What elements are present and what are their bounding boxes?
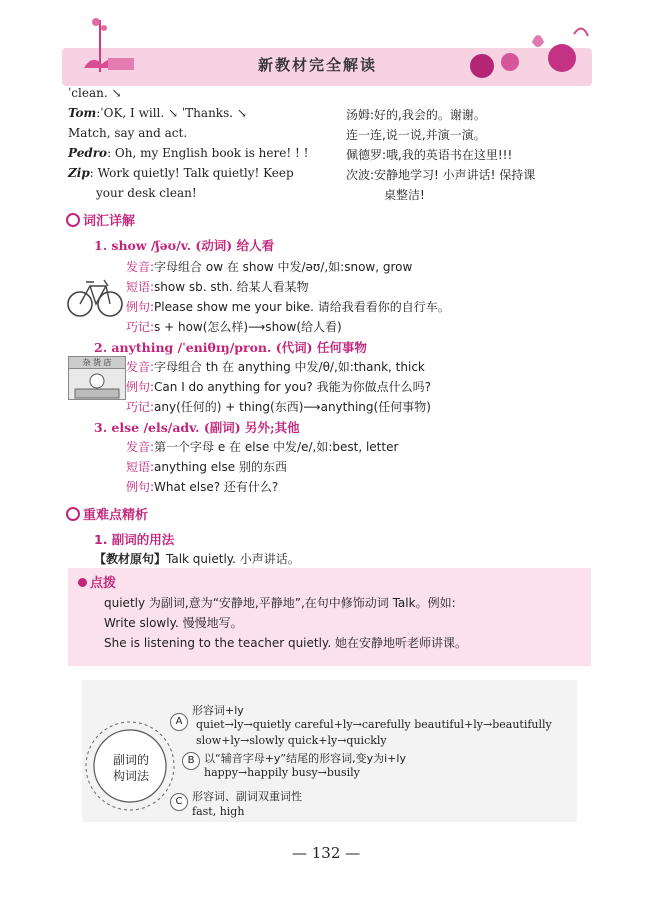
vocab-row: 例句:Can I do anything for you? 我能为你做点什么吗? — [126, 380, 431, 394]
page-header — [62, 12, 592, 82]
branch-example: quiet→ly→quietly careful+ly→carefully beautiful+ly→beautifully — [196, 718, 552, 731]
vocab-row: 发音:字母组合 ow 在 show 中发/əʊ/,如:snow, grow — [126, 260, 413, 274]
vocab-row: 发音:字母组合 th 在 anything 中发/θ/,如:thank, thick — [126, 360, 425, 374]
translation-line: 佩德罗:哦,我的英语书在这里!!! — [346, 148, 513, 162]
branch-example: slow+ly→slowly quick+ly→quickly — [196, 734, 387, 747]
textbook-sentence: 【教材原句】Talk quietly. 小声讲话。 — [94, 552, 300, 566]
branch-title: 以“辅音字母+y”结尾的形容词,变y为i+ly — [204, 752, 406, 765]
vocab-heading: 词汇详解 — [66, 210, 135, 229]
branch-marker-b: B — [182, 752, 200, 770]
dialogue-line: Tom:ˈOK, I will. ↘ ˈThanks. ↘ — [68, 106, 247, 120]
dialogue-line: your desk clean! — [96, 186, 197, 200]
tip-heading: 点拨 — [78, 572, 116, 591]
key-point-subheading: 1. 副词的用法 — [94, 532, 175, 547]
tip-line: quietly 为副词,意为“安静地,平静地”,在句中修饰动词 Talk。例如: — [104, 596, 456, 610]
translation-line: 汤姆:好的,我会的。谢谢。 — [346, 108, 486, 122]
vocab-row: 发音:第一个字母 e 在 else 中发/e/,如:best, letter — [126, 440, 399, 454]
translation-line: 连一连,说一说,并演一演。 — [346, 128, 486, 142]
vocab-row: 例句:What else? 还有什么? — [126, 480, 279, 494]
shop-illustration — [68, 356, 126, 400]
tip-line: Write slowly. 慢慢地写。 — [104, 616, 243, 630]
bicycle-icon — [66, 272, 124, 320]
page-number: — 132 — — [292, 844, 361, 862]
dialogue-line: Pedro: Oh, my English book is here! ! ! — [68, 146, 309, 160]
dialogue-line: Match, say and act. — [68, 126, 188, 140]
shop-sign: 杂 货 店 — [69, 357, 125, 369]
magnifier-icon — [66, 213, 80, 227]
vocab-row: 巧记:any(任何的) + thing(东西)⟶anything(任何事物) — [126, 400, 431, 414]
key-points-heading: 重难点精析 — [66, 504, 148, 523]
page-title: 新教材完全解读 — [258, 56, 378, 74]
branch-marker-a: A — [170, 713, 188, 731]
vocab-row: 短语:anything else 别的东西 — [126, 460, 287, 474]
dialogue-line: Zip: Work quietly! Talk quietly! Keep — [68, 166, 294, 180]
branch-title: 形容词、副词双重词性 — [192, 790, 302, 803]
vocab-word-show: 1. show /ʃəʊ/v. (动词) 给人看 — [94, 238, 275, 253]
mindmap-center: 副词的 构词法 — [112, 753, 149, 783]
tip-line: She is listening to the teacher quietly. 她在安静地听老师讲课。 — [104, 636, 467, 650]
vocab-row: 短语:show sb. sth. 给某人看某物 — [126, 280, 309, 294]
vocab-word-else: 3. else /els/adv. (副词) 另外;其他 — [94, 420, 300, 435]
vocab-word-anything: 2. anything /ˈeniθɪŋ/pron. (代词) 任何事物 — [94, 340, 367, 355]
dialogue-line: ˈclean. ↘ — [68, 86, 122, 100]
branch-marker-c: C — [170, 793, 188, 811]
bullet-icon — [78, 578, 87, 587]
branch-title: 形容词+ly — [192, 704, 244, 717]
branch-example: fast, high — [192, 805, 245, 818]
shopkeeper-icon — [69, 369, 125, 399]
magnifier-icon — [66, 507, 80, 521]
branch-example: happy→happily busy→busily — [204, 766, 360, 779]
translation-line: 次波:安静地学习! 小声讲话! 保持课 — [346, 168, 536, 182]
vocab-row: 例句:Please show me your bike. 请给我看看你的自行车。 — [126, 300, 450, 314]
translation-line: 桌整洁! — [384, 188, 425, 202]
vocab-row: 巧记:s + how(怎么样)⟶show(给人看) — [126, 320, 342, 334]
